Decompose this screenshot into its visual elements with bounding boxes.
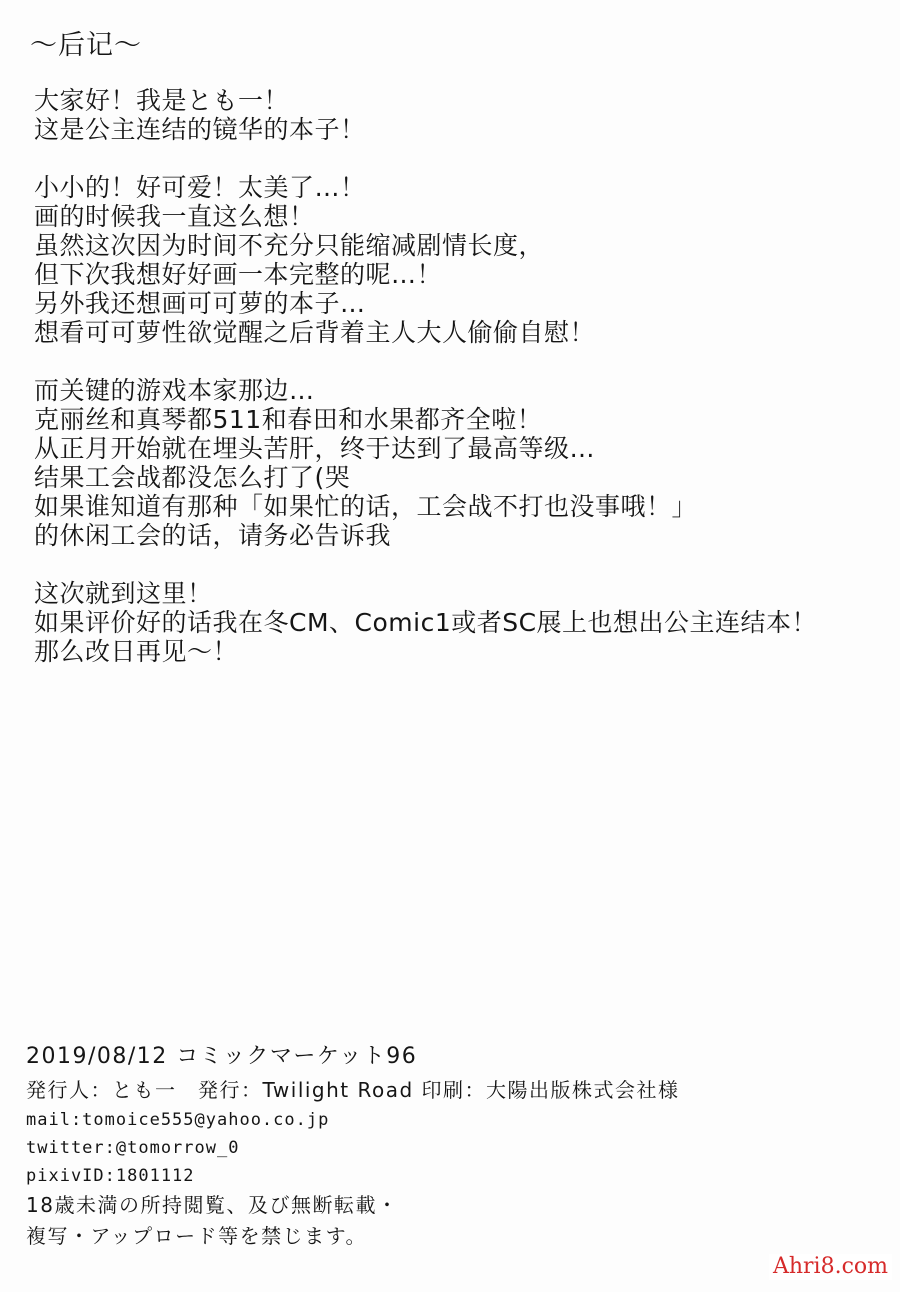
copyright-notice-line: 複写・アップロード等を禁じます。 <box>26 1224 367 1248</box>
afterword-line: 虽然这次因为时间不充分只能缩减剧情长度， <box>34 231 545 260</box>
site-watermark: Ahri8.com <box>769 1254 892 1280</box>
colophon <box>26 1040 786 1252</box>
afterword-line: 如果谁知道有那种「如果忙的话，工会战不打也没事哦！」 <box>34 492 698 521</box>
afterword-paragraph-greeting <box>34 86 874 144</box>
afterword-line: 另外我还想画可可萝的本子… <box>34 289 366 318</box>
contact-pixiv: pixivID:1801112 <box>26 1166 195 1186</box>
copyright-notice-line: 18歳未満の所持閲覧、及び無断転載・ <box>26 1193 399 1217</box>
afterword-paragraph-game <box>34 376 874 550</box>
afterword-line: 这次就到这里！ <box>34 579 213 608</box>
afterword-line: 那么改日再见～！ <box>34 637 239 666</box>
afterword-line: 结果工会战都没怎么打了(哭 <box>34 463 351 492</box>
afterword-title: 〜后记〜 <box>30 30 142 61</box>
afterword-line: 这是公主连结的镜华的本子！ <box>34 115 366 144</box>
event-date: 2019/08/12 コミックマーケット96 <box>26 1044 418 1069</box>
contact-mail: mail:tomoice555@yahoo.co.jp <box>26 1110 330 1130</box>
afterword-paragraph-closing <box>34 579 874 666</box>
afterword-line: 但下次我想好好画一本完整的呢…！ <box>34 260 443 289</box>
afterword-line: 的休闲工会的话，请务必告诉我 <box>34 521 392 550</box>
afterword-line: 小小的！好可爱！太美了…！ <box>34 173 366 202</box>
afterword-line: 而关键的游戏本家那边… <box>34 376 315 405</box>
afterword-line: 从正月开始就在埋头苦肝，终于达到了最高等级… <box>34 434 596 463</box>
afterword-line: 画的时候我一直这么想！ <box>34 202 315 231</box>
afterword-line: 想看可可萝性欲觉醒之后背着主人大人偷偷自慰！ <box>34 318 596 347</box>
afterword-line: 如果评价好的话我在冬CM、Comic1或者SC展上也想出公主连结本！ <box>34 608 818 637</box>
afterword-body <box>34 86 874 695</box>
afterword-line: 大家好！我是とも一！ <box>34 86 290 115</box>
publisher-info: 発行人：とも一 発行：Twilight Road 印刷：大陽出版株式会社様 <box>26 1078 680 1102</box>
contact-twitter: twitter:@tomorrow_0 <box>26 1138 240 1158</box>
afterword-paragraph-impressions <box>34 173 874 347</box>
afterword-line: 克丽丝和真琴都511和春田和水果都齐全啦！ <box>34 405 543 434</box>
